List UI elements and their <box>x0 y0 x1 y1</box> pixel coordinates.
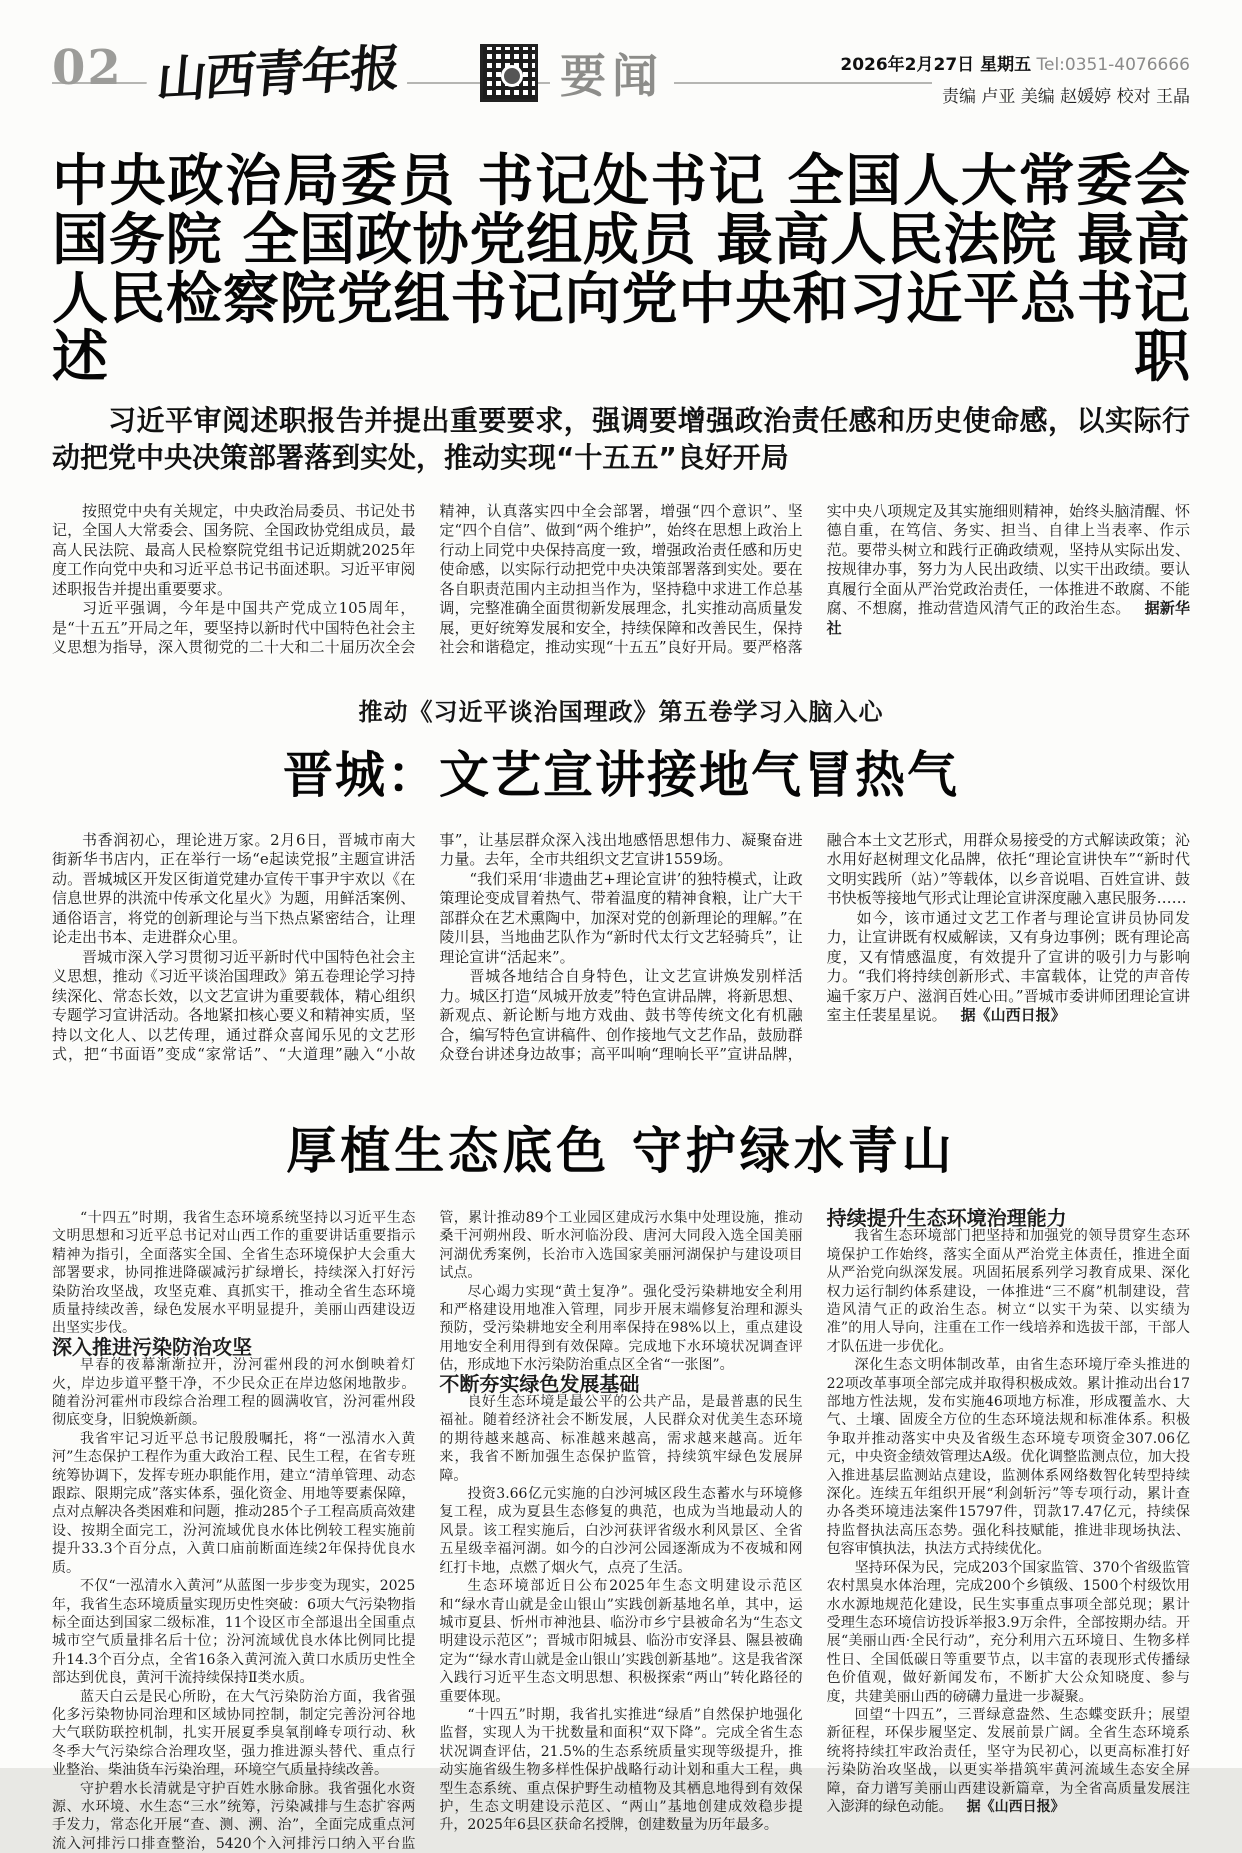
paragraph: 早春的夜幕渐渐拉开，汾河霍州段的河水倒映着灯火，岸边步道平整干净，不少民众正在岸边悠闲地散步。随着汾河霍州市段综合治理工程的圆满收官，汾河霍州段彻底变身，旧貌焕新颜。 <box>52 1357 416 1429</box>
headline-line-1: 中央政治局委员 书记处书记 全国人大常委会 <box>52 148 1190 214</box>
paragraph: 良好生态环境是最公平的公共产品，是最普惠的民生福祉。随着经济社会不断发展，人民群众对优美生态环境的期待越来越高、标准越来越高，需求越来越高。近年来，我省不断加强生态保护监管，持续筑牢绿色发展屏障。 <box>439 1394 803 1484</box>
article-1-headline <box>52 148 1190 391</box>
paragraph <box>827 909 1190 1026</box>
paragraph: 晋城市深入学习贯彻习近平新时代中国特色社会主义思想，推动《习近平谈治国理政》第五卷理论学习持续深化、常态长效，以文艺宣讲为重要载体，精心组织专题学习宣讲活动。各地紧扣核心要义和精神实质，坚持以文化人、以艺传理，通过群众喜闻乐见的文艺形式，把“书面语”变成“家常话”、“大道理”融入“小故事”，让基层群众深入浅出地感悟思想伟力、凝聚奋进力量。去年，全市共组织文艺宣讲1559场。 <box>52 830 803 1064</box>
paragraph: 我省生态环境部门把坚持和加强党的领导贯穿生态环境保护工作始终，落实全面从严治党主体责任，推进全面从严治党向纵深发展。巩固拓展系列学习教育成果、深化权力运行制约体系建设，一体推进“三不腐”机制建设，营造风清气正的政治生态。树立“以实干为荣、以实绩为准”的用人导向，注重在工作一线培养和选拔干部，干部人才队伍进一步优化。 <box>826 1228 1190 1355</box>
date-text: 2026年2月27日 星期五 <box>840 55 1032 75</box>
paragraph-text: 习近平强调，今年是中国共产党成立105周年，是“十五五”开局之年，要坚持以新时代中国特色社会主义思想为指导，深入贯彻党的二十大和二十届历次全会精神，认真落实四中全会部署，增强“四个意识”、坚定“四个自信”、做到“两个维护”，始终在思想上政治上行动上同党中央保持高度一致，增强政治责任感和历史使命感，以实际行动把党中央决策部署落到实处。要在各自职责范围内主动担当作为，坚持稳中求进工作总基调，完整准确全面贯彻新发展理念，扎实推动高质量发展，更好统筹发展和安全，持续保障和改善民生，保持社会和谐稳定，推动实现“十五五”良好开局。要严格落实中央八项规定及其实施细则精神，始终头脑清醒、怀德自重，在笃信、务实、担当、自律上当表率、作示范。要带头树立和践行正确政绩观，坚持从实际出发、按规律办事，努力为人民出政绩、以实干出政绩。要认真履行全面从严治党政治责任，一体推进不敢腐、不能腐、不想腐，推动营造风清气正的政治生态。 <box>52 501 1190 657</box>
dateline <box>840 50 1190 75</box>
page-number: 02 <box>52 40 123 96</box>
article-3-headline: 厚植生态底色 守护绿水青山 <box>286 1120 956 1180</box>
paragraph: 不仅“一泓清水入黄河”从蓝图一步步变为现实，2025年，我省生态环境质量实现历史性突破：6项大气污染物指标全面达到国家二级标准，11个设区市全部退出全国重点城市空气质量排名后十位；汾河流域优良水体比例同比提升14.3个百分点，全省16条入黄河流入黄口水质历史性全部达到优良，黄河干流持续保持Ⅱ类水质。 <box>52 1578 416 1687</box>
paragraph: 投资3.66亿元实施的白沙河城区段生态蓄水与环境修复工程，成为夏县生态修复的典范，也成为当地最动人的风景。该工程实施后，白沙河获评省级水利风景区、全省五星级幸福河湖。如今的白沙河公园逐渐成为不夜城和网红打卡地，点燃了烟火气，点亮了生活。 <box>439 1486 803 1576</box>
phone-text: Tel:0351-4076666 <box>1036 55 1190 75</box>
section-title: 要闻 <box>550 40 674 106</box>
paragraph: 尽心竭力实现“黄土复净”。强化受污染耕地安全利用和严格建设用地准入管理，同步开展末端修复治理和源头预防，受污染耕地安全利用率保持在98%以上，重点建设用地安全利用得到有效保障。完成地下水环境状况调查评估，形成地下水污染防治重点区全省“一张图”。 <box>439 1283 803 1374</box>
paragraph: “十四五”时期，我省扎实推进“绿盾”自然保护地强化监督，实现人为干扰数量和面积“双下降”。完成全省生态状况调查评估，21.5%的生态系统质量实现等级提升，推动实施省级生物多样性保护战略行动计划和重大工程，典型生态系统、重点保护野生动植物及其栖息地得到有效保护，生态文明建设示范区、“两山”基地创建成效稳步提升，2025年6县区获命名授牌，创建数量为历年最多。 <box>439 1706 803 1834</box>
paragraph: 书香润初心，理论进万家。2月6日，晋城市南大街新华书店内，正在举行一场“e起读党报”主题宣讲活动。晋城城区开发区街道党建办宣传干事尹宇欢以《在信息世界的洪流中传承文化星火》为题，用鲜活案例、通俗语言，将党的创新理论与当下热点紧密结合，让理论走出书本、走进群众心里。 <box>52 830 416 947</box>
qr-code-icon <box>480 44 538 102</box>
paragraph: 守护碧水长清就是守护百姓水脉命脉。我省强化水资源、水环境、水生态“三水”统筹，污染减排与生态扩容两手发力，常态化开展“查、测、溯、治”，全面完成重点河流入河排污口排查整治，5420个入河排污口纳入平台监管，累计推动89个工业园区建成污水集中处理设施，推动桑干河朔州段、昕水河临汾段、唐河大同段入选全国美丽河湖优秀案例，长治市入选国家美丽河湖保护与建设项目试点。 <box>52 1209 803 1852</box>
article-3 <box>52 1111 1190 1853</box>
headline-line-3: 人民检察院党组书记向党中央和习近平总书记述职 <box>52 265 1190 391</box>
article-1 <box>52 148 1190 658</box>
source-attribution-xinhua: 据新华社 <box>826 599 1190 637</box>
staff-credits: 责编 卢亚 美编 赵媛婷 校对 王晶 <box>932 80 1190 109</box>
paragraph: “十四五”时期，我省生态环境系统坚持以习近平生态文明思想和习近平总书记对山西工作的重要讲话重要指示精神为指引，全面落实全国、全省生态环境保护大会重大部署要求，协同推进降碳减污扩绿增长，持续深入打好污染防治攻坚战，攻坚克难、真抓实干，推动全省生态环境质量持续改善，绿色发展水平明显提升，美丽山西建设迈出坚实步伐。 <box>52 1209 416 1337</box>
article-2-headline: 晋城：文艺宣讲接地气冒热气 <box>283 744 959 804</box>
article-2 <box>52 692 1190 1065</box>
paragraph: 晋城各地结合自身特色，让文艺宣讲焕发别样活力。城区打造“凤城开放麦”特色宣讲品牌，将新思想、新观点、新论断与地方戏曲、鼓书等传统文化有机融合，编写特色宣讲稿件、创作接地气文艺作品，鼓励群众登台讲述身边故事；高平叫响“理响长平”宣讲品牌，融合本土文艺形式，用群众易接受的方式解读政策；沁水用好赵树理文化品牌，依托“理论宣讲快车”“新时代文明实践所（站）”等载体，以乡音说唱、百姓宣讲、鼓书快板等接地气形式让理论宣讲深度融入惠民服务…… <box>439 830 1190 1064</box>
paragraph-text: 如今，该市通过文艺工作者与理论宣讲员协同发力，让宣讲既有权威解读，又有身边事例；既有理论高度，又有情感温度，有效提升了宣讲的吸引力与影响力。“我们将持续创新形式、丰富载体，让党的声音传遍千家万户、滋润百姓心田。”晋城市委讲师团理论宣讲室主任裴星星说。 <box>826 908 1190 1025</box>
paragraph-text: 回望“十四五”，三晋绿意盎然、生态蝶变跃升；展望新征程，环保步履坚定、发展前景广阔。全省生态环境系统将持续扛牢政治责任，坚守为民初心，以更高标准打好污染防治攻坚战，以更实举措筑牢黄河流域生态安全屏障，奋力谱写美丽山西建设新篇章，为全省高质量发展注入澎湃的绿色动能。 <box>826 1706 1190 1815</box>
paragraph <box>827 1706 1190 1816</box>
article-1-body <box>52 502 1190 658</box>
source-attribution-sxrb-2: 据《山西日报》 <box>966 1798 1065 1815</box>
article-2-body <box>52 831 1190 1065</box>
section-heading-3: 持续提升生态环境治理能力 <box>826 1205 1067 1230</box>
paragraph: “我们采用‘非遗曲艺+理论宣讲’的独特模式，让政策理论变成冒着热气、带着温度的精神食粮，让广大干部群众在艺术熏陶中，加深对党的创新理论的理解。”在陵川县，当地曲艺队作为“新时代太行文艺轻骑兵”，让理论宣讲“活起来”。 <box>439 869 803 966</box>
headline-line-2: 国务院 全国政协党组成员 最高人民法院 最高 <box>52 206 1190 273</box>
paragraph: 蓝天白云是民心所盼，在大气污染防治方面，我省强化多污染物协同治理和区域协同控制，制定完善汾河谷地大气联防联控机制，扎实开展夏季臭氧削峰专项行动、秋冬季大气污染综合治理攻坚，强力推进源头替代、重点行业整治、柴油货车污染治理，环境空气质量持续改善。 <box>52 1688 416 1779</box>
page-header <box>52 34 1190 112</box>
source-attribution-sxrb: 据《山西日报》 <box>960 1006 1066 1025</box>
paragraph: 按照党中央有关规定，中央政治局委员、书记处书记，全国人大常委会、国务院、全国政协党组成员，最高人民法院、最高人民检察院党组书记近期就2025年度工作向党中央和习近平总书记书面述职。习近平审阅述职报告并提出重要要求。 <box>52 501 416 598</box>
article-1-subhead: 习近平审阅述职报告并提出重要要求，强调要增强政治责任感和历史使命感，以实际行动把党中央决策部署落到实处，推动实现“十五五”良好开局 <box>52 404 1190 474</box>
section-heading-1: 深入推进污染防治攻坚 <box>52 1334 252 1359</box>
paragraph: 深化生态文明体制改革，由省生态环境厅牵头推进的22项改革事项全部完成并取得积极成效。累计推动出台17部地方性法规，发布实施46项地方标准，形成覆盖水、大气、土壤、固废全方位的生态环境法规和标准体系。积极争取并推动落实中央及省级生态环境专项资金307.06亿元，中央资金绩效管理达A级。优化调整监测点位，加大投入推进基层监测站点建设，监测体系网络数智化转型持续深化。连续五年组织开展“利剑斩污”等专项行动，累计查办各类环境违法案件15797件，罚款17.47亿元，持续保持监督执法高压态势。强化科技赋能，推进非现场执法、包容审慎执法，执法方式持续优化。 <box>826 1357 1190 1558</box>
article-2-kicker: 推动《习近平谈治国理政》第五卷学习入脑入心 <box>358 696 884 726</box>
section-heading-2: 不断夯实绿色发展基础 <box>439 1371 640 1396</box>
paragraph: 我省牢记习近平总书记殷殷嘱托，将“一泓清水入黄河”生态保护工程作为重大政治工程、民生工程，在省专班统筹协调下，发挥专班办职能作用，建立“清单管理、动态跟踪、限期完成”落实体系，强化资金、用地等要素保障，点对点解决各类困难和问题，推动285个子工程高质高效建设、按期全面完工，汾河流域优良水体比例较工程实施前提升33.3个百分点，入黄口庙前断面连续2年保持优良水质。 <box>52 1430 416 1576</box>
newspaper-logo: 山西青年报 <box>144 27 412 113</box>
paragraph: 生态环境部近日公布2025年生态文明建设示范区和“绿水青山就是金山银山”实践创新基地名单，其中，运城市夏县、忻州市神池县、临汾市乡宁县被命名为“生态文明建设示范区”；晋城市阳城县、临汾市安泽县、隰县被确定为“‘绿水青山就是金山银山’实践创新基地”。这是我省深入践行习近平生态文明思想、积极探索“两山”转化路径的重要体现。 <box>439 1578 803 1705</box>
paragraph: 坚持环保为民，完成203个国家监管、370个省级监管农村黑臭水体治理，完成200个乡镇级、1500个村级饮用水水源地规范化建设，民生实事重点事项全部兑现；累计受理生态环境信访投诉举报3.9万余件，全部按期办结。开展“美丽山西·全民行动”，充分利用六五环境日、生物多样性日、全国低碳日等重要节点，以丰富的表现形式传播绿色价值观，做好新闻发布，不断扩大公众知晓度、参与度，共建美丽山西的磅礴力量进一步凝聚。 <box>826 1559 1190 1705</box>
article-3-body <box>52 1205 1190 1853</box>
